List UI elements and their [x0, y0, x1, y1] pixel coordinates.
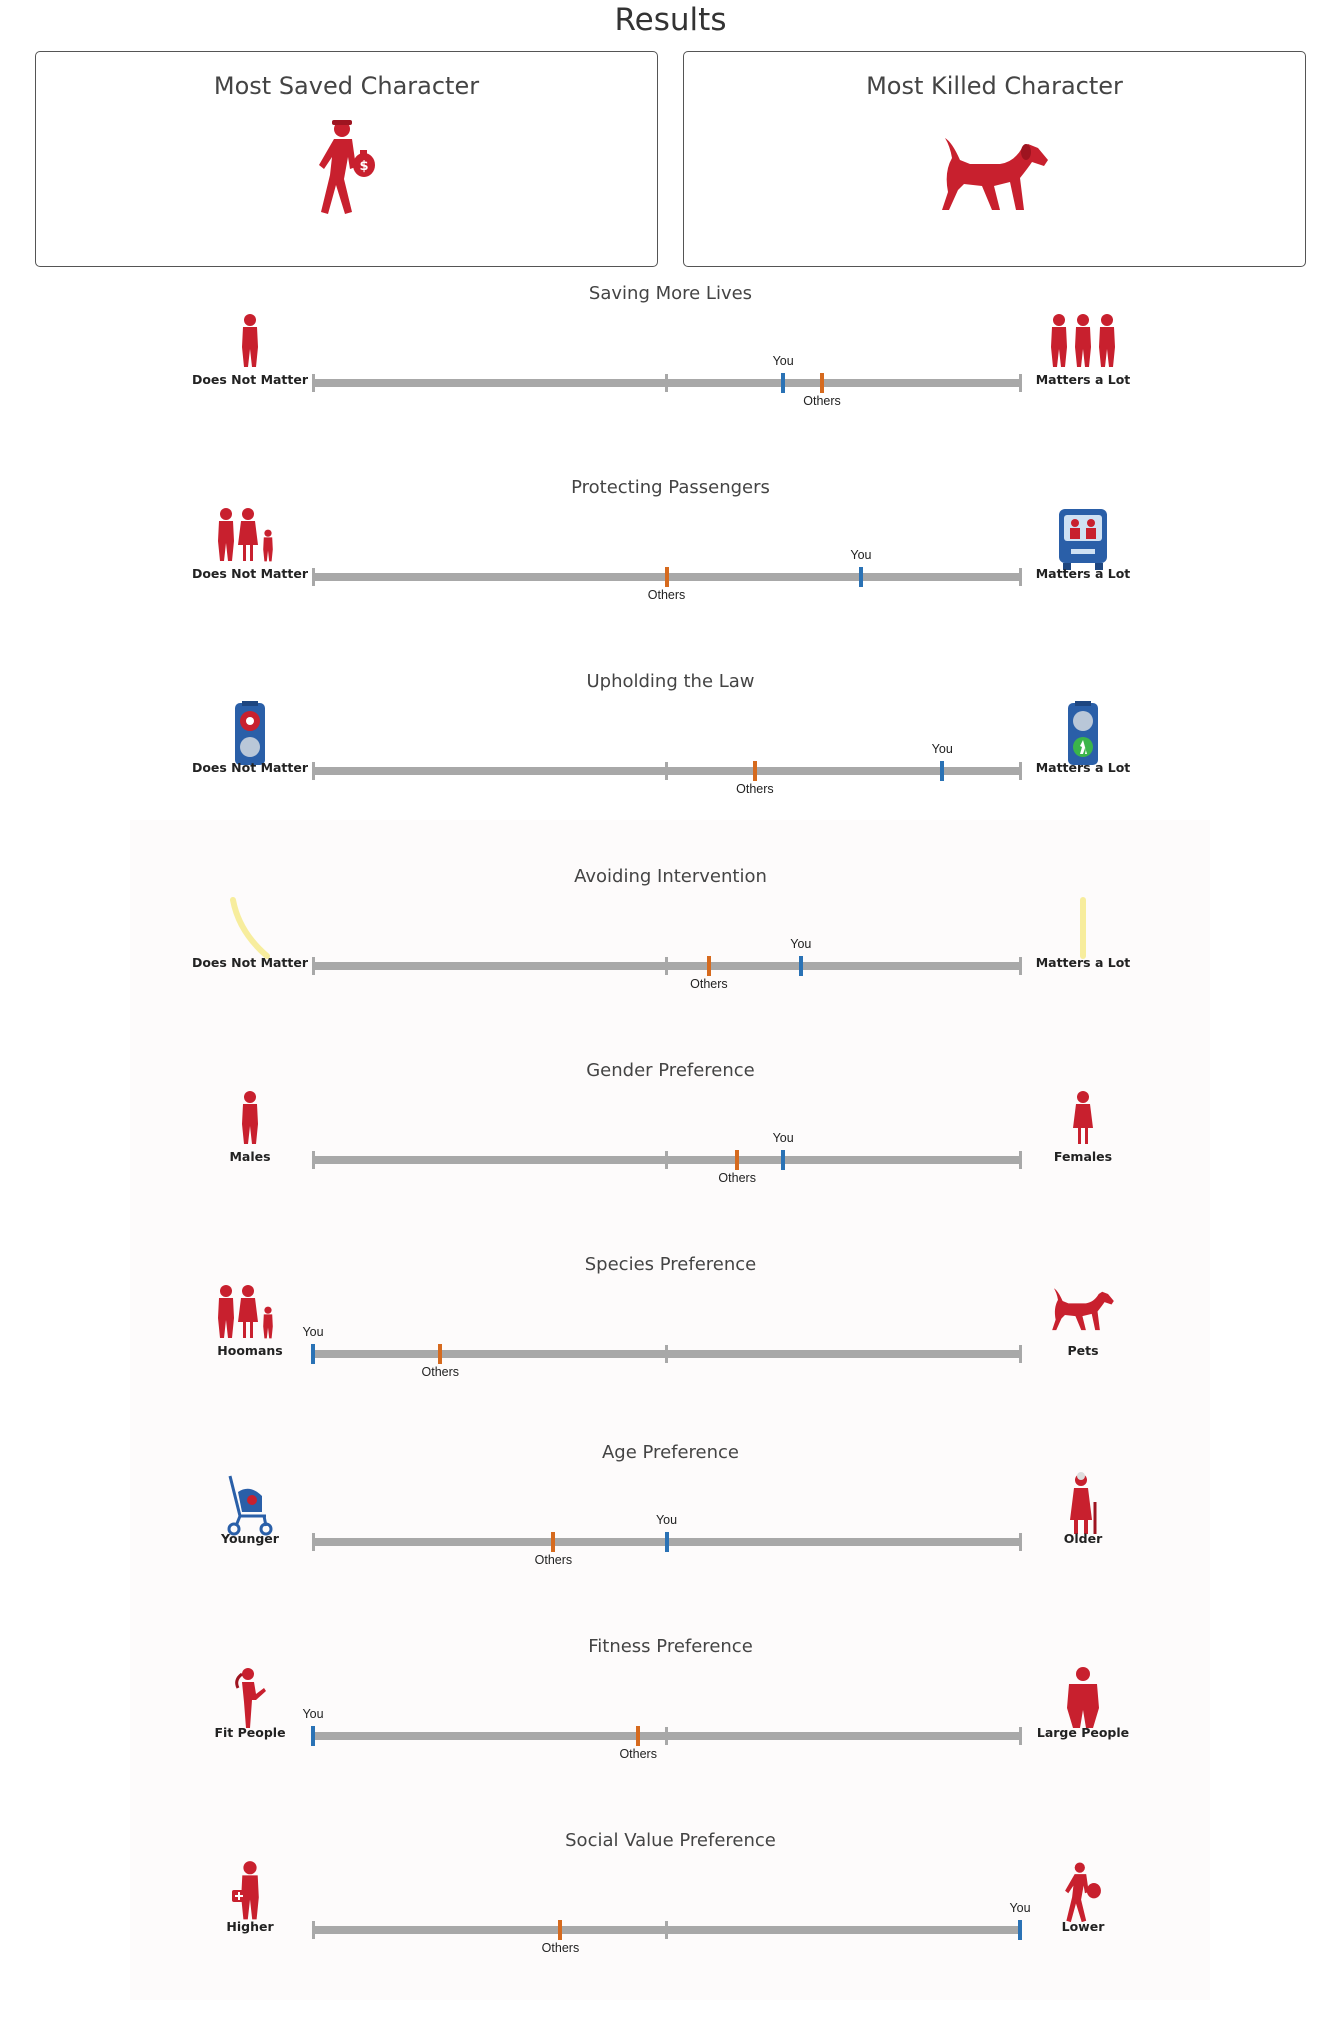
preference-row [0, 671, 1341, 861]
others-marker [753, 761, 757, 781]
slider-tick [312, 374, 315, 392]
right-label: Matters a Lot [1035, 566, 1131, 581]
slider-tick [665, 762, 668, 780]
slider-tick [665, 374, 668, 392]
slider-tick [1019, 1345, 1022, 1363]
family-icon [214, 507, 286, 572]
others-label: Others [421, 1365, 460, 1379]
left-label: Does Not Matter [191, 955, 309, 970]
female-icon [1063, 1090, 1103, 1155]
slider-tick [312, 568, 315, 586]
row-title: Protecting Passengers [571, 477, 770, 498]
you-label: You [772, 1131, 794, 1145]
you-label: You [931, 742, 953, 756]
slider-tick [1019, 957, 1022, 975]
male-icon [230, 1090, 270, 1155]
you-marker [799, 956, 803, 976]
others-marker [636, 1726, 640, 1746]
preference-row [0, 866, 1341, 1056]
slider-tick [665, 1727, 668, 1745]
others-marker [665, 567, 669, 587]
others-label: Others [718, 1171, 756, 1185]
you-label: You [790, 937, 812, 951]
slider-tick [1019, 762, 1022, 780]
most-killed-title: Most Killed Character [866, 72, 1123, 100]
right-label: Matters a Lot [1035, 372, 1131, 387]
others-label: Others [541, 1941, 580, 1955]
you-marker [1018, 1920, 1022, 1940]
slider-tick [312, 957, 315, 975]
right-label: Older [1063, 1531, 1103, 1546]
you-marker [311, 1344, 315, 1364]
slider-tick [312, 1151, 315, 1169]
you-label: You [850, 548, 872, 562]
preference-row [0, 283, 1341, 473]
you-marker [859, 567, 863, 587]
preference-row [0, 477, 1341, 667]
slider-tick [1019, 568, 1022, 586]
you-marker [665, 1532, 669, 1552]
right-label: Matters a Lot [1035, 955, 1131, 970]
page-title: Results [614, 2, 727, 38]
others-marker [735, 1150, 739, 1170]
preference-row [0, 1636, 1341, 1826]
row-title: Upholding the Law [586, 671, 755, 692]
you-marker [781, 1150, 785, 1170]
you-marker [940, 761, 944, 781]
slider-tick [1019, 1727, 1022, 1745]
row-title: Social Value Preference [565, 1830, 776, 1851]
you-label: You [655, 1513, 678, 1527]
left-label: Does Not Matter [191, 372, 309, 387]
svg-text:$: $ [358, 159, 369, 174]
slider-tick [312, 1533, 315, 1551]
row-title: Fitness Preference [588, 1636, 753, 1657]
you-label: You [302, 1707, 324, 1721]
right-label: Large People [1036, 1725, 1130, 1740]
left-label: Does Not Matter [191, 566, 309, 581]
you-label: You [772, 354, 794, 368]
slider-tick [1019, 374, 1022, 392]
row-title: Age Preference [601, 1442, 740, 1463]
right-label: Pets [1067, 1343, 1099, 1358]
most-killed-card [683, 51, 1306, 267]
others-label: Others [736, 782, 774, 796]
left-label: Fit People [214, 1725, 286, 1740]
row-title: Species Preference [584, 1254, 757, 1275]
person-icon [230, 313, 270, 378]
right-label: Matters a Lot [1035, 760, 1131, 775]
preference-row [0, 1060, 1341, 1250]
most-saved-card [35, 51, 658, 267]
others-label: Others [534, 1553, 573, 1567]
others-label: Others [619, 1747, 657, 1761]
left-label: Hoomans [217, 1343, 283, 1358]
row-title: Avoiding Intervention [574, 866, 767, 887]
slider-tick [665, 1921, 668, 1939]
slider-tick [1019, 1151, 1022, 1169]
others-label: Others [690, 977, 728, 991]
slider-tick [312, 762, 315, 780]
others-label: Others [647, 588, 686, 602]
others-marker [820, 373, 824, 393]
right-label: Females [1053, 1149, 1113, 1164]
others-label: Others [803, 394, 841, 408]
row-title: Gender Preference [586, 1060, 755, 1081]
slider-tick [665, 957, 668, 975]
preference-row [0, 1254, 1341, 1444]
others-marker [438, 1344, 442, 1364]
left-label: Higher [226, 1919, 274, 1934]
you-label: You [1009, 1901, 1031, 1915]
slider-tick [312, 1921, 315, 1939]
others-marker [558, 1920, 562, 1940]
dog-icon [940, 132, 1050, 217]
left-label: Does Not Matter [191, 760, 309, 775]
slider-tick [665, 1151, 668, 1169]
most-saved-title: Most Saved Character [213, 72, 480, 100]
dog-icon [1051, 1284, 1115, 1337]
others-marker [551, 1532, 555, 1552]
left-label: Males [229, 1149, 271, 1164]
preference-row [0, 1442, 1341, 1632]
row-title: Saving More Lives [588, 283, 753, 304]
others-marker [707, 956, 711, 976]
you-marker [781, 373, 785, 393]
preference-row [0, 1830, 1341, 2020]
you-label: You [302, 1325, 324, 1339]
family-icon [214, 1284, 286, 1349]
slider-tick [1019, 1533, 1022, 1551]
right-label: Lower [1061, 1919, 1105, 1934]
slider-tick [665, 1345, 668, 1363]
you-marker [311, 1726, 315, 1746]
robber-icon [312, 117, 382, 222]
left-label: Younger [221, 1531, 279, 1546]
group-icon [1047, 313, 1119, 378]
